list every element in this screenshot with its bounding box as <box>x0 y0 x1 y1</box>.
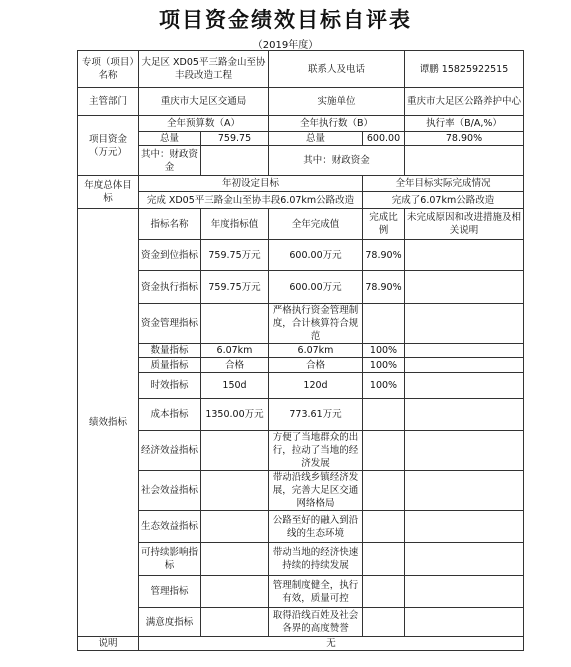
indicator-notes <box>405 358 524 373</box>
indicator-ratio: 100% <box>363 358 405 373</box>
evaluation-table <box>77 50 524 651</box>
actual-header: 全年目标实际完成情况 <box>363 176 524 192</box>
indicator-name: 数量指标 <box>139 344 201 358</box>
fiscal-blank-a <box>201 146 269 176</box>
indicator-done: 6.07km <box>269 344 363 358</box>
table-row <box>78 373 524 399</box>
budget-total-value: 759.75 <box>201 132 269 146</box>
actual-goal: 完成了6.07km公路改造 <box>363 192 524 209</box>
indicator-done: 严格执行资金管理制度，合计核算符合规范 <box>269 304 363 344</box>
exec-header: 全年执行数（B） <box>269 116 405 132</box>
indicator-ratio <box>363 576 405 608</box>
indicator-name: 经济效益指标 <box>139 431 201 471</box>
indicator-ratio <box>363 399 405 431</box>
indicator-done: 合格 <box>269 358 363 373</box>
indicator-name: 质量指标 <box>139 358 201 373</box>
indicator-target: 合格 <box>201 358 269 373</box>
year-label: （2019年度） <box>252 40 319 51</box>
indicator-ratio: 100% <box>363 373 405 399</box>
planned-header: 年初设定目标 <box>139 176 363 192</box>
indicator-name: 资金管理指标 <box>139 304 201 344</box>
indicator-target: 759.75万元 <box>201 271 269 304</box>
fiscal-blank-b <box>405 146 524 176</box>
note-value: 无 <box>139 637 524 651</box>
indicator-target <box>201 608 269 637</box>
indicator-done: 方便了当地群众的出行，拉动了当地的经济发展 <box>269 431 363 471</box>
indicator-name: 满意度指标 <box>139 608 201 637</box>
indicator-target <box>201 304 269 344</box>
indicator-notes <box>405 608 524 637</box>
header-ratio: 完成比例 <box>363 209 405 240</box>
indicator-ratio <box>363 608 405 637</box>
header-done: 全年完成值 <box>269 209 363 240</box>
indicator-ratio <box>363 543 405 576</box>
indicator-ratio: 100% <box>363 344 405 358</box>
indicator-done: 取得沿线百姓及社会各界的高度赞誉 <box>269 608 363 637</box>
indicator-ratio: 78.90% <box>363 240 405 271</box>
indicator-name: 资金执行指标 <box>139 271 201 304</box>
planned-goal: 完成 XD05平三路金山至协丰段6.07km公路改造 <box>139 192 363 209</box>
dept-label: 主管部门 <box>78 88 139 116</box>
indicator-done: 120d <box>269 373 363 399</box>
indicator-notes <box>405 399 524 431</box>
page-title: 项目资金绩效目标自评表 <box>159 8 412 32</box>
indicator-notes <box>405 431 524 471</box>
indicator-ratio: 78.90% <box>363 271 405 304</box>
rate-header: 执行率（B/A,%） <box>405 116 524 132</box>
indicator-name: 管理指标 <box>139 576 201 608</box>
header-notes: 未完成原因和改进措施及相关说明 <box>405 209 524 240</box>
table-row <box>78 399 524 431</box>
indicator-target <box>201 576 269 608</box>
impl-value: 重庆市大足区公路养护中心 <box>405 88 524 116</box>
header-target: 年度指标值 <box>201 209 269 240</box>
indicator-target: 150d <box>201 373 269 399</box>
exec-total-label: 总量 <box>269 132 363 146</box>
table-row <box>78 471 524 511</box>
project-name: 大足区 XD05平三路金山至协丰段改造工程 <box>139 51 269 88</box>
indicator-target: 1350.00万元 <box>201 399 269 431</box>
indicator-target <box>201 511 269 543</box>
funds-label: 项目资金（万元） <box>78 116 139 176</box>
indicator-done: 公路至好的融入到沿线的生态环境 <box>269 511 363 543</box>
indicator-target: 759.75万元 <box>201 240 269 271</box>
table-row <box>78 358 524 373</box>
project-label: 专项（项目）名称 <box>78 51 139 88</box>
header-name: 指标名称 <box>139 209 201 240</box>
indicator-notes <box>405 373 524 399</box>
table-row <box>78 431 524 471</box>
indicator-ratio <box>363 471 405 511</box>
table-row <box>78 576 524 608</box>
indicator-done: 带动当地的经济快速持续的持续发展 <box>269 543 363 576</box>
indicator-notes <box>405 240 524 271</box>
table-row <box>78 543 524 576</box>
indicator-done: 600.00万元 <box>269 271 363 304</box>
indicator-done: 管理制度健全，执行有效，质量可控 <box>269 576 363 608</box>
budget-total-label: 总量 <box>139 132 201 146</box>
fiscal-note-b: 其中：财政资金 <box>269 146 405 176</box>
indicator-name: 时效指标 <box>139 373 201 399</box>
table-row <box>78 608 524 637</box>
indicator-notes <box>405 576 524 608</box>
budget-header: 全年预算数（A） <box>139 116 269 132</box>
note-label: 说明 <box>78 637 139 651</box>
table-row <box>78 304 524 344</box>
fiscal-note-a: 其中：财政资金 <box>139 146 201 176</box>
indicator-target <box>201 471 269 511</box>
goals-label: 年度总体目标 <box>78 176 139 209</box>
indicator-notes <box>405 304 524 344</box>
indicator-ratio <box>363 431 405 471</box>
table-row <box>78 240 524 271</box>
dept-value: 重庆市大足区交通局 <box>139 88 269 116</box>
indicator-notes <box>405 511 524 543</box>
impl-label: 实施单位 <box>269 88 405 116</box>
exec-total-value: 600.00 <box>363 132 405 146</box>
indicator-name: 社会效益指标 <box>139 471 201 511</box>
indicator-ratio <box>363 304 405 344</box>
indicator-done: 773.61万元 <box>269 399 363 431</box>
indicator-notes <box>405 543 524 576</box>
table-row <box>78 271 524 304</box>
indicator-done: 带动沿线乡镇经济发展，完善大足区交通网络格局 <box>269 471 363 511</box>
contact-value: 谭鹏 15825922515 <box>405 51 524 88</box>
indicator-target <box>201 543 269 576</box>
indicator-name: 可持续影响指标 <box>139 543 201 576</box>
contact-label: 联系人及电话 <box>269 51 405 88</box>
rate-value: 78.90% <box>405 132 524 146</box>
indicator-name: 生态效益指标 <box>139 511 201 543</box>
indicator-target <box>201 431 269 471</box>
table-row <box>78 511 524 543</box>
indicator-done: 600.00万元 <box>269 240 363 271</box>
indicator-ratio <box>363 511 405 543</box>
indicator-notes <box>405 344 524 358</box>
table-row <box>78 344 524 358</box>
indicator-notes <box>405 271 524 304</box>
indicator-name: 成本指标 <box>139 399 201 431</box>
indicators-label: 绩效指标 <box>78 209 139 637</box>
indicator-target: 6.07km <box>201 344 269 358</box>
indicator-name: 资金到位指标 <box>139 240 201 271</box>
indicator-notes <box>405 471 524 511</box>
